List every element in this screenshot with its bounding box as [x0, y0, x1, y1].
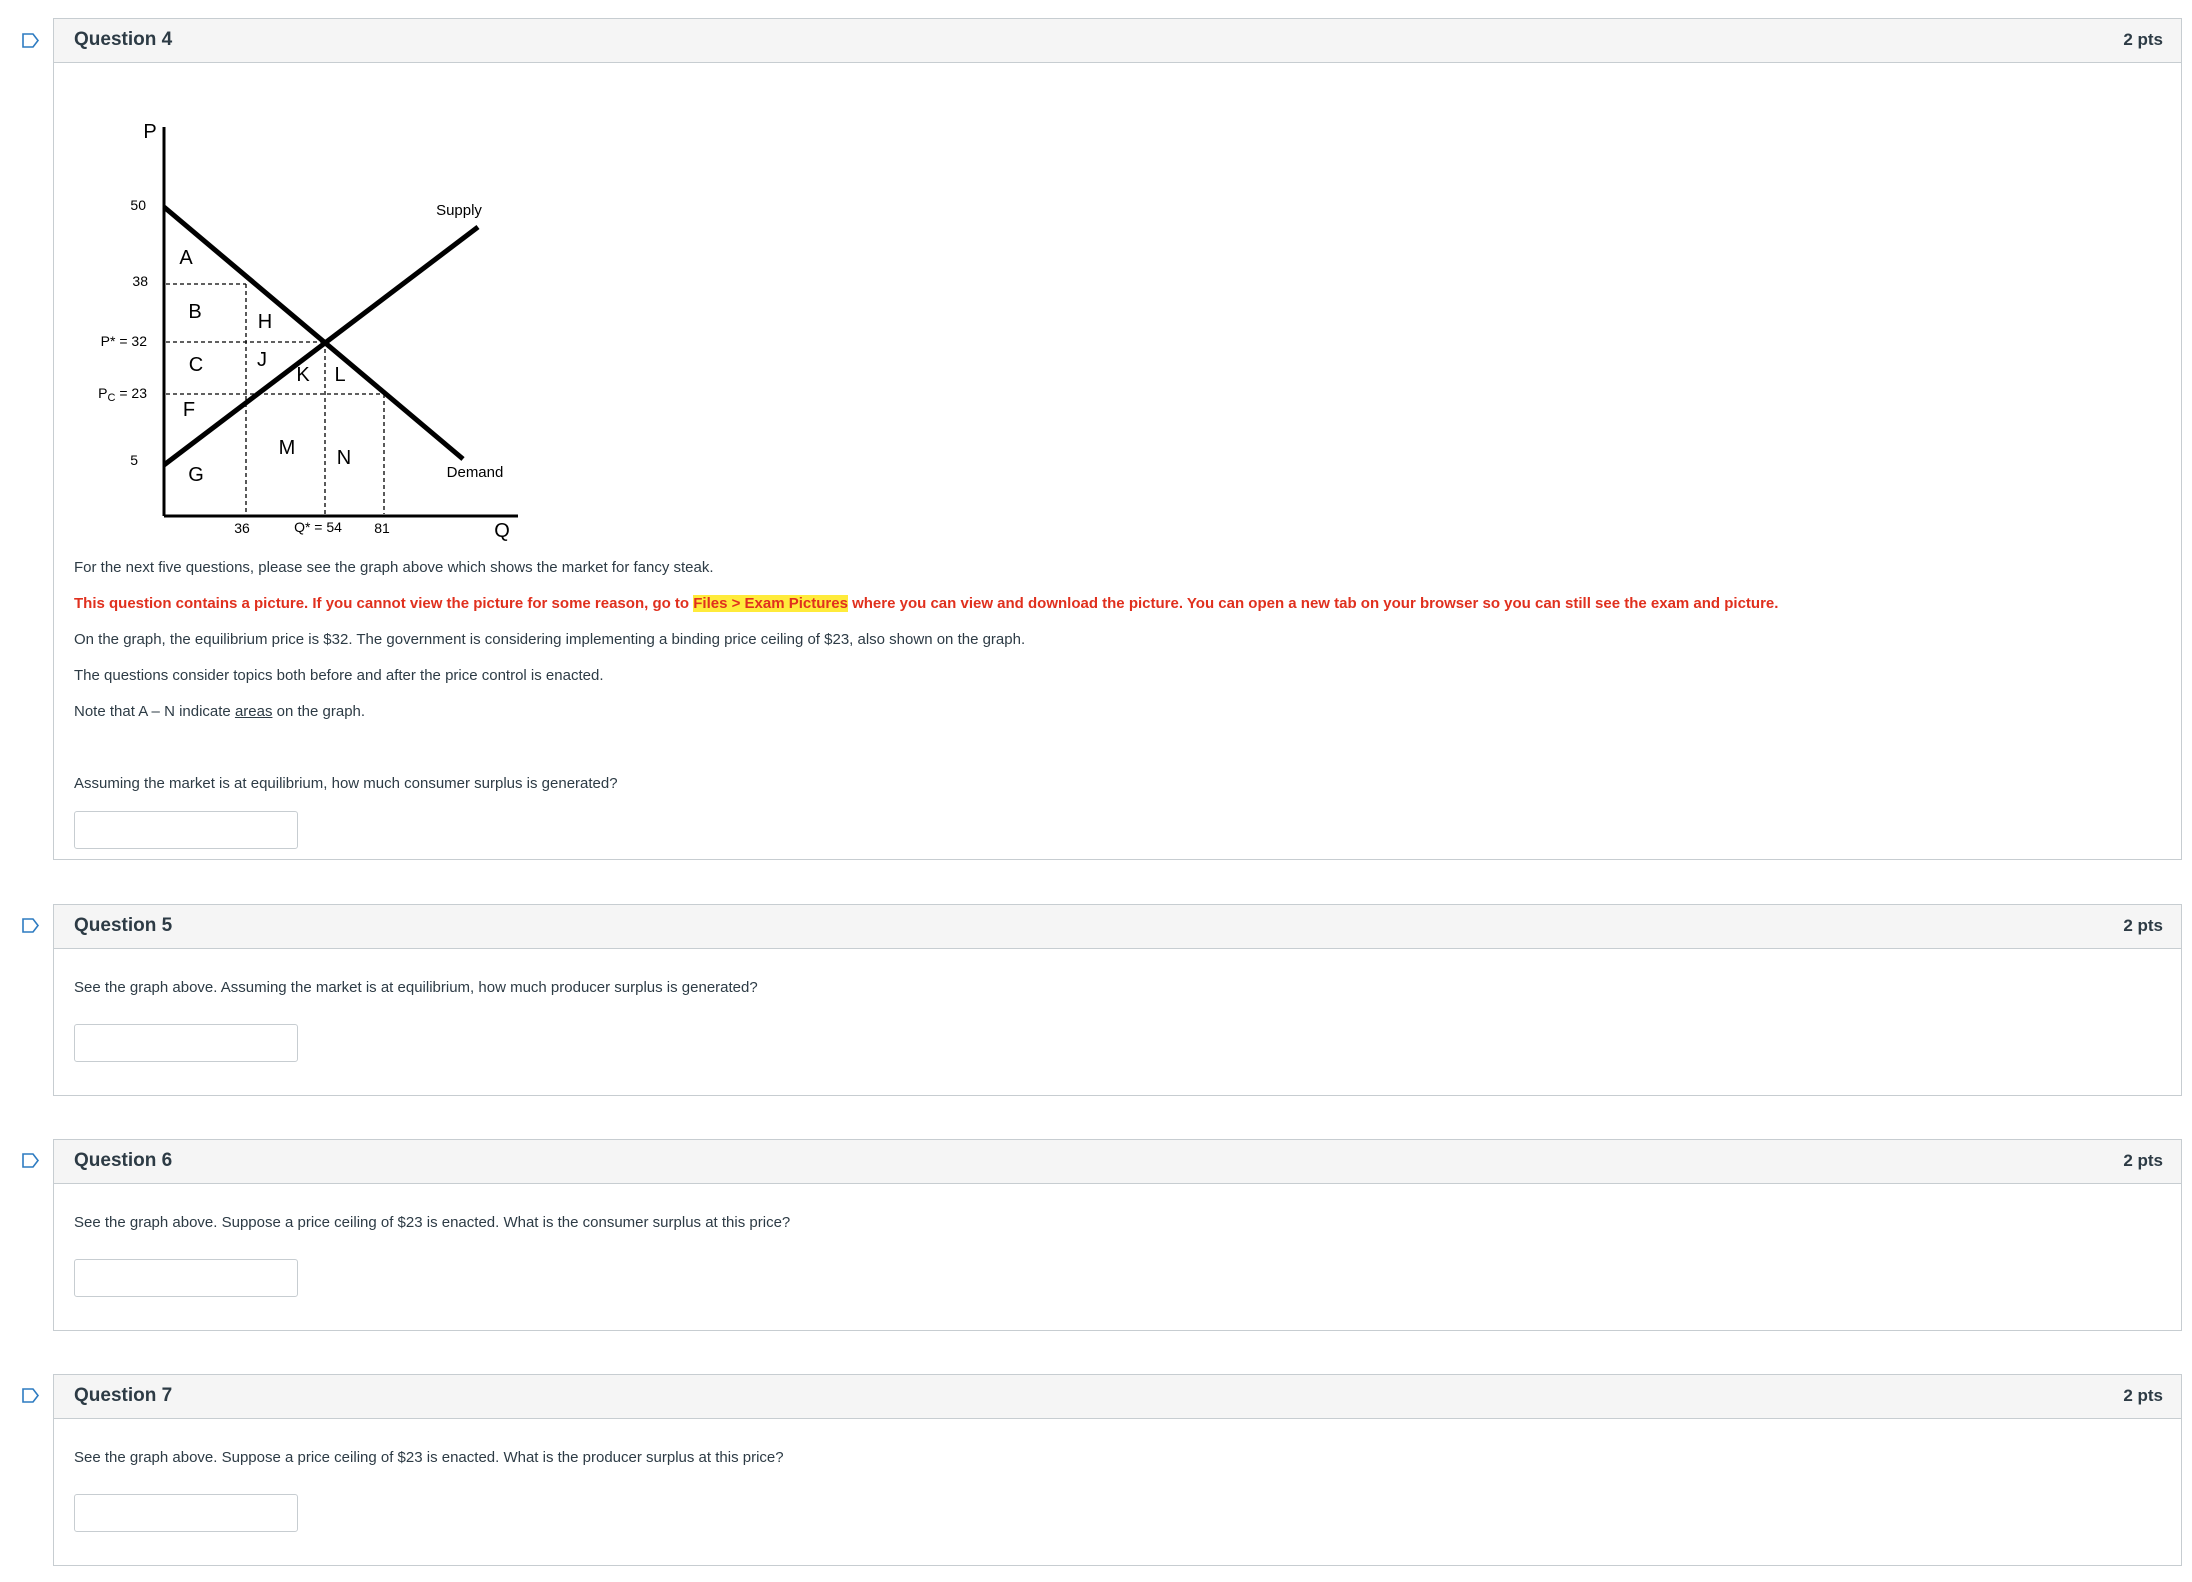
- area-label-h: H: [257, 311, 273, 333]
- qty-tick-36: 36: [234, 520, 250, 536]
- question-6-card: [53, 1139, 2182, 1331]
- area-label-g: G: [188, 464, 204, 486]
- question-7-card: [53, 1374, 2182, 1566]
- question-prompt: See the graph above. Assuming the market is at equilibrium, how much producer surplus is generated?: [74, 979, 758, 996]
- question-6-header: [54, 1140, 2181, 1184]
- question-title: Question 6: [74, 1150, 173, 1171]
- flag-question-icon[interactable]: [22, 33, 40, 48]
- question-points: 2 pts: [2123, 1386, 2163, 1405]
- question-title: Question 5: [74, 915, 173, 936]
- price-tick-38: 38: [132, 273, 148, 289]
- area-label-a: A: [179, 247, 193, 269]
- question-prompt: Assuming the market is at equilibrium, how much consumer surplus is generated?: [74, 775, 618, 792]
- question-prompt: See the graph above. Suppose a price ceiling of $23 is enacted. What is the producer surplus at this price?: [74, 1449, 784, 1466]
- question-4-card: [53, 18, 2182, 860]
- question-7-header: [54, 1375, 2181, 1419]
- answer-input[interactable]: [74, 811, 298, 849]
- question-points: 2 pts: [2123, 30, 2163, 49]
- qty-tick-54: Q* = 54: [294, 519, 342, 535]
- price-tick-23: $P_C = 23$: [98, 385, 147, 404]
- area-label-j: J: [257, 349, 267, 371]
- question-title: Question 4: [74, 29, 173, 50]
- area-label-b: B: [188, 301, 202, 323]
- price-tick-32: P* = 32: [100, 333, 147, 349]
- price-axis-label: P: [143, 121, 157, 143]
- picture-notice: This question contains a picture. If you cannot view the picture for some reason, go to Files > Exam Pictures where you can view and download the picture. You can open a new tab on your browser so you can still see the exam and picture.: [74, 595, 1779, 612]
- area-label-c: C: [188, 354, 204, 376]
- area-label-m: M: [278, 437, 296, 459]
- question-title: Question 7: [74, 1385, 173, 1406]
- demand-label: Demand: [446, 464, 504, 481]
- flag-question-icon[interactable]: [22, 1153, 40, 1168]
- supply-label: Supply: [436, 202, 482, 219]
- price-tick-50: 50: [130, 197, 146, 213]
- answer-input[interactable]: [74, 1024, 298, 1062]
- question-points: 2 pts: [2123, 916, 2163, 935]
- flag-question-icon[interactable]: [22, 918, 40, 933]
- area-label-n: N: [336, 447, 352, 469]
- area-label-l: L: [334, 364, 346, 386]
- topics-text: The questions consider topics both before and after the price control is enacted.: [74, 667, 604, 684]
- question-5-card: [53, 904, 2182, 1096]
- question-prompt: See the graph above. Suppose a price ceiling of $23 is enacted. What is the consumer surplus at this price?: [74, 1214, 791, 1231]
- area-label-k: K: [296, 364, 310, 386]
- question-points: 2 pts: [2123, 1151, 2163, 1170]
- demand-curve: [164, 207, 463, 459]
- intro-text: For the next five questions, please see the graph above which shows the market for fancy steak.: [74, 559, 714, 576]
- area-label-f: F: [182, 399, 196, 421]
- question-5-header: [54, 905, 2181, 949]
- areas-note: Note that A – N indicate areas on the graph.: [74, 703, 366, 720]
- qty-tick-81: 81: [374, 520, 390, 536]
- question-4-header: [54, 19, 2181, 63]
- flag-question-icon[interactable]: [22, 1388, 40, 1403]
- price-tick-5: 5: [130, 452, 138, 468]
- answer-input[interactable]: [74, 1259, 298, 1297]
- files-exam-pictures-link[interactable]: Files > Exam Pictures: [693, 595, 848, 612]
- answer-input[interactable]: [74, 1494, 298, 1532]
- equilibrium-text: On the graph, the equilibrium price is $32. The government is considering implementing a binding price ceiling of $23, also shown on the graph.: [74, 631, 1026, 648]
- market-graph: [54, 63, 614, 543]
- quantity-axis-label: Q: [494, 520, 510, 542]
